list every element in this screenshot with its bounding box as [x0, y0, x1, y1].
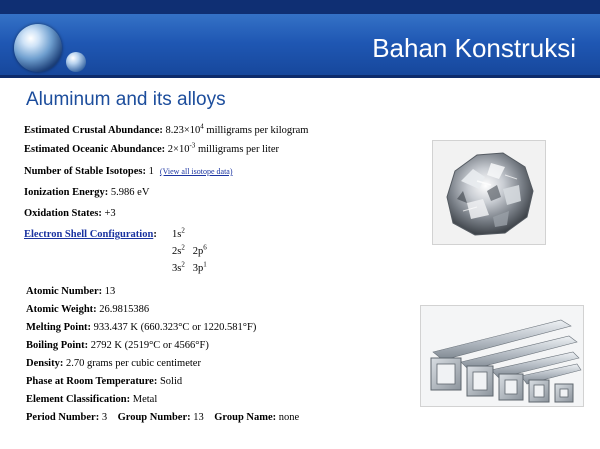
- crustal-abundance-row: [24, 124, 308, 137]
- shell-orbital-count: 2: [181, 260, 185, 269]
- atomic-number-value: 13: [102, 286, 116, 297]
- shell-orbital-count: 2: [181, 226, 185, 235]
- aluminum-lump-image: [432, 140, 546, 245]
- banner-top-strip: [0, 0, 600, 14]
- ionization-energy-row: [24, 186, 149, 199]
- oceanic-abundance-value: 2×10: [165, 144, 190, 155]
- shell-orbital-count: 6: [203, 243, 207, 252]
- atomic-weight-label: Atomic Weight:: [26, 304, 97, 315]
- shell-orbital-count: 1: [203, 260, 207, 269]
- shell-row-3: [172, 262, 207, 275]
- ionization-energy-value: 5.986 eV: [108, 187, 150, 198]
- ionization-energy-label: Ionization Energy:: [24, 187, 109, 198]
- sphere-logo-icon: [14, 24, 62, 72]
- shell-orbital: 1s: [172, 229, 182, 240]
- period-number-value: 3: [99, 412, 108, 423]
- density-label: Density:: [26, 358, 64, 369]
- shell-orbital: 2s: [172, 246, 182, 257]
- crustal-abundance-exponent: 4: [200, 122, 204, 131]
- boiling-point-label: Boiling Point:: [26, 340, 89, 351]
- oxidation-states-row: [24, 207, 116, 220]
- aluminum-lump-drawing: [433, 141, 545, 244]
- stable-isotopes-label: Number of Stable Isotopes:: [24, 166, 147, 177]
- header-banner: [0, 0, 600, 78]
- oceanic-abundance-label: Estimated Oceanic Abundance:: [24, 144, 166, 155]
- melting-point-label: Melting Point:: [26, 322, 92, 333]
- atomic-number-label: Atomic Number:: [26, 286, 103, 297]
- melting-point-value: 933.437 K (660.323°C or 1220.581°F): [91, 322, 257, 333]
- stable-isotopes-row: [24, 165, 233, 178]
- slide-header-title: Bahan Konstruksi: [372, 33, 576, 63]
- atomic-weight-row: [26, 303, 149, 316]
- slide-subtitle: Aluminum and its alloys: [26, 89, 226, 110]
- phase-value: Solid: [157, 376, 183, 387]
- shell-row-1: [172, 228, 185, 241]
- shell-row-2: [172, 245, 207, 258]
- atomic-number-row: [26, 285, 115, 298]
- crustal-abundance-unit: milligrams per kilogram: [203, 125, 309, 136]
- oxidation-states-value: +3: [101, 208, 116, 219]
- boiling-point-value: 2792 K (2519°C or 4566°F): [88, 340, 209, 351]
- classification-label: Element Classification:: [26, 394, 131, 405]
- oceanic-abundance-unit: milligrams per liter: [195, 144, 279, 155]
- shell-orbital: 3s: [172, 263, 182, 274]
- period-number-label: Period Number:: [26, 412, 100, 423]
- shell-orbital-count: 2: [181, 243, 185, 252]
- electron-shell-colon: :: [153, 229, 157, 240]
- shell-orbital: 3p: [192, 263, 204, 274]
- group-number-value: 13: [190, 412, 204, 423]
- oceanic-abundance-exponent: -3: [189, 141, 196, 150]
- crustal-abundance-label: Estimated Crustal Abundance:: [24, 125, 163, 136]
- classification-row: [26, 393, 157, 406]
- phase-label: Phase at Room Temperature:: [26, 376, 158, 387]
- density-row: [26, 357, 201, 370]
- boiling-point-row: [26, 339, 209, 352]
- oxidation-states-label: Oxidation States:: [24, 208, 102, 219]
- melting-point-row: [26, 321, 256, 334]
- stable-isotopes-value: 1: [146, 166, 154, 177]
- phase-row: [26, 375, 182, 388]
- shell-orbital: 2p: [192, 246, 204, 257]
- group-name-label: Group Name:: [214, 412, 277, 423]
- oceanic-abundance-row: [24, 143, 279, 156]
- atomic-weight-value: 26.9815386: [96, 304, 150, 315]
- period-group-row: [26, 411, 299, 424]
- small-sphere-icon: [66, 52, 86, 72]
- group-name-value: none: [276, 412, 300, 423]
- classification-value: Metal: [130, 394, 158, 405]
- electron-shell-link[interactable]: Electron Shell Configuration: [24, 229, 154, 240]
- density-value: 2.70 grams per cubic centimeter: [63, 358, 201, 369]
- banner-divider: [0, 75, 600, 78]
- crustal-abundance-value: 8.23×10: [162, 125, 201, 136]
- aluminum-profiles-image: [420, 305, 584, 407]
- view-isotope-data-link[interactable]: (View all isotope data): [159, 167, 233, 176]
- aluminum-profiles-drawing: [421, 306, 583, 406]
- electron-shell-row: [24, 228, 157, 241]
- group-number-label: Group Number:: [117, 412, 191, 423]
